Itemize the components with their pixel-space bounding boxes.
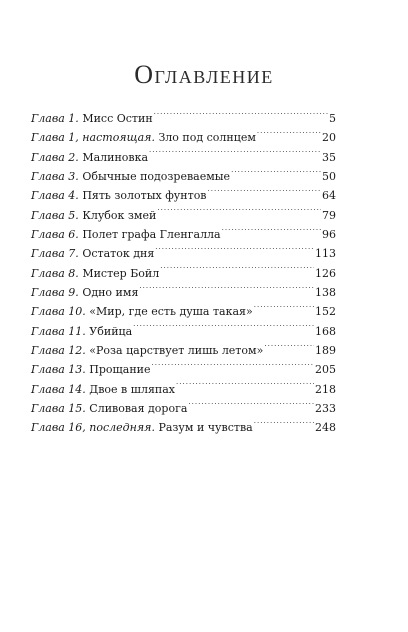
page-number: 20 [322, 131, 336, 145]
toc-entry[interactable] [31, 206, 336, 225]
toc-entry[interactable] [31, 186, 336, 205]
toc-entry[interactable] [31, 244, 336, 263]
chapter-number: Глава 1. [31, 112, 79, 125]
dot-leader [208, 189, 321, 199]
dot-leader [160, 267, 314, 277]
dot-leader [264, 344, 314, 354]
toc-entry[interactable] [31, 322, 336, 341]
dot-leader [152, 363, 314, 373]
chapter-number: Глава 16, последняя. [31, 421, 155, 435]
dot-leader [257, 131, 321, 141]
chapter-title: Сливовая дорога [89, 401, 188, 415]
dot-leader [149, 151, 321, 161]
page-number: 248 [315, 421, 336, 435]
dot-leader [254, 305, 314, 315]
page-number: 205 [315, 363, 336, 377]
chapter-title: «Мир, где есть душа такая» [89, 305, 253, 319]
page-number: 79 [322, 208, 336, 222]
page-title: Оглавление [134, 60, 274, 89]
chapter-number: Глава 3. [31, 169, 79, 183]
chapter-title: Остаток дня [82, 247, 155, 261]
dot-leader [188, 402, 314, 412]
chapter-title: Прощание [89, 363, 151, 377]
chapter-number: Глава 7. [31, 247, 79, 261]
chapter-number: Глава 13. [31, 363, 86, 377]
page-number: 50 [322, 169, 336, 183]
chapter-title: Малиновка [82, 150, 149, 164]
toc-entry[interactable] [31, 283, 336, 302]
toc-entry[interactable] [31, 225, 336, 244]
chapter-title: Зло под солнцем [158, 131, 256, 145]
chapter-number: Глава 14. [31, 382, 86, 396]
chapter-title: Разум и чувства [158, 421, 253, 435]
chapter-number: Глава 4. [31, 189, 79, 203]
chapter-title: Полет графа Гленгалла [82, 227, 221, 241]
page-number: 233 [315, 401, 336, 415]
dot-leader [231, 170, 321, 180]
chapter-title: «Роза царствует лишь летом» [89, 343, 264, 357]
page-number: 168 [315, 324, 336, 338]
chapter-number: Глава 15. [31, 401, 86, 415]
page-number: 138 [315, 285, 336, 299]
dot-leader [157, 209, 321, 219]
toc-entry[interactable] [31, 128, 336, 147]
chapter-title: Убийца [89, 324, 133, 338]
page-number: 64 [322, 189, 336, 203]
chapter-title: Мисс Остин [82, 112, 153, 125]
toc-entry[interactable] [31, 418, 336, 437]
table-of-contents [31, 109, 336, 438]
chapter-number: Глава 11. [31, 324, 86, 338]
toc-entry[interactable] [31, 341, 336, 360]
chapter-title: Клубок змей [82, 208, 157, 222]
page-number: 126 [315, 266, 336, 280]
page-number: 218 [315, 382, 336, 396]
chapter-number: Глава 12. [31, 343, 86, 357]
chapter-title: Мистер Бойл [82, 266, 160, 280]
page-number: 152 [315, 305, 336, 319]
toc-entry[interactable] [31, 399, 336, 418]
dot-leader [139, 286, 314, 296]
chapter-number: Глава 10. [31, 305, 86, 319]
page-number: 96 [322, 227, 336, 241]
toc-entry[interactable] [31, 302, 336, 321]
toc-entry[interactable] [31, 264, 336, 283]
dot-leader [133, 325, 314, 335]
chapter-title: Пять золотых фунтов [82, 189, 207, 203]
page-number: 35 [322, 150, 336, 164]
toc-entry[interactable] [31, 109, 336, 128]
chapter-title: Обычные подозреваемые [82, 169, 231, 183]
chapter-title: Двое в шляпах [89, 382, 175, 396]
page-number: 5 [329, 112, 336, 125]
page-number: 113 [315, 247, 336, 261]
dot-leader [222, 228, 321, 238]
page-number: 189 [315, 343, 336, 357]
chapter-number: Глава 2. [31, 150, 79, 164]
chapter-number: Глава 1, настоящая. [31, 131, 155, 145]
chapter-number: Глава 9. [31, 285, 79, 299]
dot-leader [155, 247, 314, 257]
chapter-title: Одно имя [82, 285, 139, 299]
chapter-number: Глава 6. [31, 227, 79, 241]
toc-entry[interactable] [31, 167, 336, 186]
chapter-number: Глава 8. [31, 266, 79, 280]
dot-leader [176, 383, 314, 393]
toc-entry[interactable] [31, 360, 336, 379]
chapter-number: Глава 5. [31, 208, 79, 222]
toc-entry[interactable] [31, 148, 336, 167]
toc-entry[interactable] [31, 380, 336, 399]
dot-leader [254, 421, 314, 431]
dot-leader [154, 112, 328, 122]
